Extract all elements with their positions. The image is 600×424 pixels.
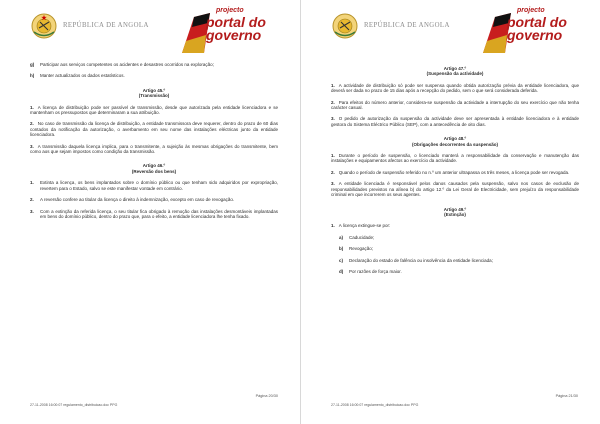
page-footer: 27-11-2008 16:00:07 regulamento_distribuicao.doc PPG — [30, 403, 118, 407]
item-label: c) — [339, 257, 344, 263]
list-item — [30, 62, 278, 67]
item-label: b) — [339, 246, 344, 252]
page-body-left — [30, 62, 278, 225]
paragraph — [331, 223, 579, 228]
page-header — [30, 5, 282, 57]
page-number: Página 20/30 — [255, 394, 278, 398]
paragraph — [331, 181, 579, 197]
paragraph-number: 1. — [331, 223, 335, 229]
paragraph — [30, 121, 278, 137]
item-text: Manter actualizados os dados estatísticos. — [40, 73, 125, 79]
item-text: Caducidade; — [349, 234, 375, 240]
page-right — [300, 0, 600, 424]
article-46-title: Artigo 46.º — [142, 163, 166, 169]
paragraph — [331, 83, 579, 94]
article-49-title: Artigo 49.º — [443, 206, 467, 212]
republic-title: REPÚBLICA DE ANGOLA — [364, 22, 450, 29]
paragraph-text: Quando o período de suspensão referido no n.º um anterior ultrapassa os três meses, a licença pode ser revogada. — [338, 169, 570, 175]
list-item — [30, 180, 278, 191]
paragraph — [331, 170, 579, 175]
paragraph-text: A entidade licenciada é responsável pelos danos causados pela suspensão, salvo nos casos de exclusão de responsabilidades previstos na alínea b) do artigo 12.º da Lei Geral de Electricidade, sem prejuízo da responsabilidade criminal em que incorrerem os seus agentes. — [331, 181, 579, 198]
paragraph-number: 3. — [331, 116, 335, 122]
paragraph — [30, 144, 278, 155]
page-number: Página 21/30 — [555, 394, 578, 398]
logo-projecto: projecto — [216, 7, 244, 14]
paragraph — [331, 153, 579, 164]
paragraph — [331, 116, 579, 127]
logo-governo: governo — [507, 27, 563, 43]
list-item — [30, 73, 278, 78]
logo-governo: governo — [206, 27, 262, 43]
page-header — [331, 5, 583, 57]
paragraph-number: 3. — [331, 181, 335, 187]
logo-projecto: projecto — [517, 7, 545, 14]
portal-do-governo-logo — [481, 5, 591, 55]
item-text: Revogação; — [349, 246, 374, 252]
paragraph-text: A licença de distribuição pode ser passível de transmissão, desde que autorizada pela entidade licenciadora e se mantenham os pressupostos que determinaram a sua atribuição. — [30, 104, 278, 116]
paragraph-number: 2. — [331, 99, 335, 105]
list-item — [331, 246, 579, 251]
paragraph-text: A transmissão daquela licença implica, para o transmitente, a sujeição às mesmas obrigações do transmitente, bem como aos que sejam impostos como condição da transmissão. — [30, 143, 278, 155]
page-body-right — [331, 62, 579, 280]
list-item — [331, 258, 579, 263]
item-label: a) — [339, 234, 344, 240]
paragraph-number: 1. — [30, 104, 34, 110]
article-45-subtitle: (Transmissão) — [138, 93, 170, 99]
page-footer: 27-11-2008 16:00:07 regulamento_distribuicao.doc PPG — [331, 403, 419, 407]
item-text: Declaração do estado de falência ou insolvência da entidade licenciada; — [349, 257, 493, 263]
item-text: Por razões de força maior. — [349, 268, 402, 274]
paragraph-number: 1. — [331, 82, 335, 88]
item-text: Com a extinção da referida licença, o seu titular fica obrigado à remoção das instalações desmontáveis implantadas em bens do domínio público, dentro do prazo que, para o efeito, a entidade licenciadora lhe tenha fixado. — [40, 208, 278, 219]
list-item — [30, 209, 278, 220]
list-item — [30, 197, 278, 202]
angola-emblem-icon — [30, 12, 58, 40]
list-item — [331, 235, 579, 240]
paragraph-number: 2. — [30, 121, 34, 127]
item-text: Extinta a licença, os bens implantados sobre o domínio público ou que tenham sido adquiridos por expropriação, revertem para o Estado, salvo se este manifestar vontade em contrário. — [40, 180, 278, 191]
article-46-subtitle: (Reversão dos bens) — [131, 168, 177, 174]
paragraph — [30, 105, 278, 116]
item-label: 2. — [30, 197, 34, 203]
paragraph-text: A licença extingue-se por: — [338, 223, 391, 229]
article-45-title: Artigo 45.º — [142, 87, 166, 93]
article-48-title: Artigo 48.º — [443, 136, 467, 142]
item-text: Participar aos serviços competentes os acidentes e desastres ocorridos na exploração; — [40, 62, 214, 67]
item-label: 3. — [30, 208, 34, 214]
angola-emblem-icon — [331, 12, 359, 40]
paragraph-text: A actividade de distribuição só pode ser suspensa quando obtida autorização prévia da entidade licenciadora, que deverá ser dada no prazo de 15 dias após a recepção do pedido, sem o que será considerada deferida. — [331, 82, 579, 94]
republic-title: REPÚBLICA DE ANGOLA — [63, 22, 149, 29]
paragraph-text: Durante o período de suspensão, o licenciado manterá a responsabilidade da conservação e manutenção das instalações e equipamentos afectos ao exercício da actividade. — [331, 153, 579, 164]
article-48-subtitle: (Obrigações decorrentes da suspensão) — [411, 141, 499, 147]
paragraph — [331, 100, 579, 111]
item-label: g) — [30, 62, 35, 67]
article-47-subtitle: (Suspensão da actividade) — [426, 71, 484, 77]
article-47-title: Artigo 47.º — [443, 66, 467, 71]
paragraph-number: 3. — [30, 143, 34, 149]
article-49-subtitle: (Extinção) — [444, 211, 466, 217]
paragraph-number: 1. — [331, 153, 335, 159]
paragraph-text: No caso de transmissão da licença de distribuição, a entidade transmissora deve requerer, dentro do prazo de 60 dias contados da notificação da autorização, o averbamento em seu nome das instalações eléctricas junto da entidade licenciadora. — [30, 121, 278, 138]
paragraph-number: 2. — [331, 169, 335, 175]
logo-portal: portal do — [507, 14, 567, 30]
portal-do-governo-logo — [180, 5, 290, 55]
paragraph-text: Para efeitos do número anterior, considera-se suspensão da actividade a interrupção do seu exercício que não tenha carácter casual. — [331, 99, 579, 111]
item-text: A reversão confere ao titular da licença o direito à indemnização, excepto em caso de revogação. — [40, 197, 235, 203]
logo-portal: portal do — [206, 14, 266, 30]
list-item — [331, 269, 579, 274]
item-label: h) — [30, 73, 35, 79]
item-label: 1. — [30, 180, 34, 186]
paragraph-text: O pedido de autorização da suspensão da actividade deve ser apresentada à entidade licenciadora e à entidade gestora do Sistema Eléctrico Público (SEP), com a antecedência de oito dias. — [331, 116, 579, 127]
item-label: d) — [339, 268, 344, 274]
